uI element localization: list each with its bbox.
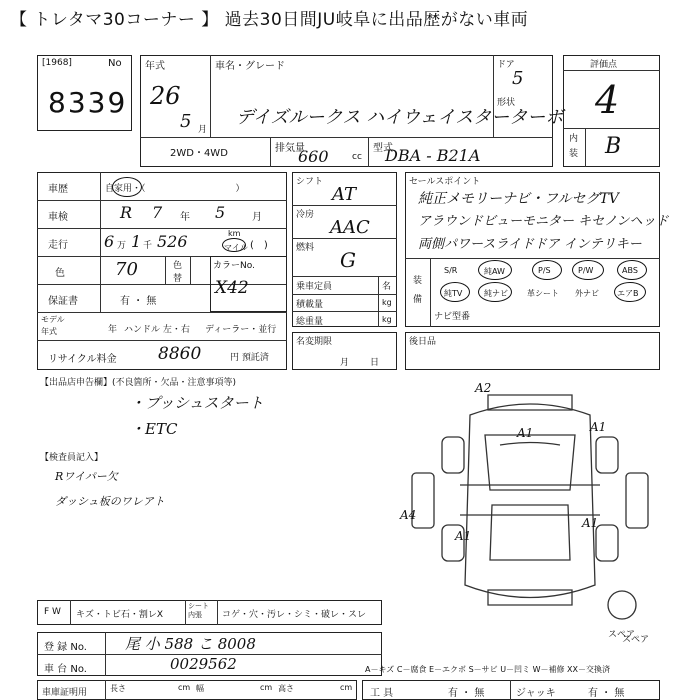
inspection-year-unit: 年 — [180, 212, 190, 223]
shape-label: 形状 — [497, 98, 516, 108]
interior-value: B — [605, 134, 622, 159]
doors-label: ドア — [497, 60, 515, 70]
equip-ps: P/S — [538, 266, 551, 275]
equip-ps-circle — [532, 260, 562, 280]
tools-options: 有 ・ 無 — [448, 688, 485, 699]
header-title: 【 トレタマ30コーナー 】 過去30日間JU岐阜に出品歴がない車両 — [10, 10, 529, 30]
equip-leather: 革シート — [527, 289, 559, 298]
history-label: 車歴 — [48, 184, 68, 195]
registration-label: 登 録 No. — [44, 642, 87, 653]
equip-aw: 純AW — [484, 267, 505, 276]
aircon-value: AAC — [330, 217, 370, 238]
rear-items-label: 後日品 — [409, 337, 437, 347]
damage-mark-right-door: A1 — [582, 516, 599, 530]
equip-tv-circle — [440, 282, 470, 302]
model-year-label-2: 年式 — [41, 327, 57, 336]
equip-pw: P/W — [578, 266, 594, 275]
lot-number: 8339 — [48, 86, 128, 119]
fw-items: キズ・トビ石・割レX — [76, 610, 163, 620]
fuel-label: 燃料 — [296, 243, 315, 253]
equip-airbag: エアB — [617, 289, 639, 298]
fuel-value: G — [340, 248, 356, 272]
cert-length-unit: cm — [178, 683, 191, 692]
inspector-label: 【検査員記入】 — [40, 453, 104, 463]
inspector-line-1: Rワイパー欠 — [55, 470, 118, 483]
cert-length: 長さ — [110, 684, 126, 693]
damage-mark-front: A2 — [475, 381, 492, 395]
equipment-label-2: 備 — [413, 295, 423, 305]
mileage-man: 6 — [104, 232, 115, 251]
lot-no-label: No — [108, 58, 122, 69]
equip-abs-circle — [617, 260, 647, 280]
lot-number-box — [37, 55, 132, 131]
damage-legend: A－キズ C－腐食 E－エクボ S－サビ U－凹ミ W－補修 XX－交換済 — [365, 665, 611, 674]
equip-ext-navi: 外ナビ — [575, 289, 599, 298]
car-name-label: 車名・グレード — [215, 61, 285, 72]
drive-type: 2WD・4WD — [170, 148, 228, 159]
damage-mark-left-side: A4 — [400, 508, 417, 522]
model-value: DBA - B21A — [385, 146, 481, 165]
color-change-label-2: 替 — [173, 274, 183, 284]
capacity-label: 乗車定員 — [296, 282, 333, 292]
inspection-r: R — [120, 203, 133, 222]
sales-point-3: 両側パワースライドドア インテリキー — [418, 237, 642, 252]
grade-label: 評価点 — [590, 60, 618, 70]
notes-line-2: ・ETC — [130, 420, 178, 438]
equipment-label-1: 装 — [413, 276, 423, 286]
header-banner — [0, 0, 700, 34]
equip-pw-circle — [572, 260, 604, 280]
year-month: 5 — [180, 111, 192, 132]
weight-label: 総重量 — [296, 317, 324, 327]
history-value: 自家用・（ ） — [105, 184, 245, 194]
load-label: 積載量 — [296, 300, 324, 310]
inspection-label: 車検 — [48, 212, 68, 223]
damage-mark-right: A1 — [590, 420, 607, 434]
color-no-label: カラーNo. — [213, 261, 255, 271]
model-year-unit: 年 — [108, 325, 118, 335]
aircon-label: 冷房 — [296, 210, 315, 220]
cert-height-unit: cm — [340, 683, 353, 692]
name-change-month: 月 — [340, 358, 350, 368]
equip-aw-circle — [478, 260, 512, 280]
jack-label: ジャッキ — [516, 688, 556, 699]
spare-label: スペア — [608, 630, 636, 640]
color-no-value: X42 — [215, 278, 249, 298]
inspection-year: 7 — [152, 203, 163, 222]
year-era: 26 — [150, 82, 181, 110]
shift-label: シフト — [296, 177, 324, 187]
warranty-label: 保証書 — [48, 296, 78, 307]
recycle-label: リサイクル料金 — [48, 354, 117, 365]
rear-items-box — [405, 332, 660, 370]
sales-point-2: アラウンドビューモニター キセノンヘッド — [418, 214, 669, 229]
recycle-value: 8860 — [158, 344, 202, 364]
jack-options: 有 ・ 無 — [588, 688, 625, 699]
mileage-label: 走行 — [48, 240, 68, 251]
cert-width: 幅 — [196, 684, 204, 693]
interior-label-2: 装 — [569, 149, 579, 159]
inspection-month: 5 — [215, 203, 226, 222]
notes-label: 【出品店申告欄】(不良箇所・欠品・注意事項等) — [40, 378, 237, 388]
name-change-label: 名変期限 — [296, 337, 333, 347]
wheel-front-right — [596, 437, 618, 473]
lot-tag: [1968] — [42, 58, 72, 68]
wheel-front-left — [442, 437, 464, 473]
cert-height: 高さ — [278, 684, 294, 693]
car-name-value: デイズルークス ハイウェイスターターボ — [236, 107, 564, 128]
color-value: 70 — [115, 259, 138, 280]
handle-value: ハンドル 左・右 — [124, 325, 190, 335]
inspection-month-unit: 月 — [252, 212, 262, 223]
model-label: 型式 — [373, 143, 393, 154]
equip-navi-circle — [478, 282, 512, 302]
capacity-unit: 名 — [382, 282, 392, 292]
displacement-value: 660 — [298, 147, 329, 166]
sales-points-label: セールスポイント — [409, 177, 481, 187]
equip-navi: 純ナビ — [484, 289, 508, 298]
interior-label-1: 内 — [569, 134, 579, 144]
fw-sheet-items: コゲ・穴・汚レ・シミ・破レ・スレ — [222, 610, 367, 620]
car-damage-diagram — [400, 375, 660, 640]
cert-width-unit: cm — [260, 683, 273, 692]
grade-value: 4 — [595, 78, 620, 122]
weight-unit: kg — [382, 315, 392, 324]
displacement-label: 排気量 — [275, 143, 305, 154]
year-month-unit: 月 — [198, 125, 208, 135]
mileage-sen: 1 — [131, 232, 142, 251]
doors-value: 5 — [512, 68, 524, 89]
model-year-label-1: モデル — [41, 315, 65, 324]
color-change-label-1: 色 — [173, 261, 183, 271]
dealer-value: ディーラー・並行 — [205, 325, 277, 335]
load-unit: kg — [382, 298, 392, 307]
mileage-rest: 526 — [157, 232, 188, 251]
warranty-value: 有 ・ 無 — [120, 296, 157, 307]
fw-label: F W — [44, 607, 61, 617]
damage-mark-left-door: A1 — [455, 529, 472, 543]
sales-point-1: 純正メモリーナビ・フルセグTV — [418, 191, 619, 207]
spare-text: スペア — [622, 635, 650, 645]
inspector-line-2: ダッシュ板のワレアト — [55, 495, 165, 508]
spare-tire-icon — [608, 591, 636, 619]
damage-mark-hood: A1 — [517, 426, 534, 440]
equip-tv: 純TV — [444, 289, 463, 298]
mileage-unit-km: km — [228, 229, 241, 238]
navi-model-label: ナビ型番 — [434, 312, 471, 322]
wheel-rear-right — [596, 525, 618, 561]
registration-value: 尾 小 588 こ 8008 — [125, 635, 256, 653]
year-label: 年式 — [145, 61, 165, 72]
shift-value: AT — [332, 184, 357, 205]
mileage-unit-mile: マイル — [224, 243, 248, 252]
mileage-sen-unit: 千 — [143, 241, 153, 251]
equip-airbag-circle — [614, 282, 646, 302]
color-label: 色 — [55, 268, 65, 279]
mileage-man-unit: 万 — [117, 241, 127, 251]
garage-cert-label: 車庫証明用 — [42, 688, 88, 698]
equip-abs: ABS — [622, 266, 638, 275]
chassis-label: 車 台 No. — [44, 664, 87, 675]
name-change-day: 日 — [370, 358, 380, 368]
fw-sheet-label: シート 内張 — [188, 602, 209, 619]
recycle-unit: 円 預託済 — [230, 353, 269, 363]
tools-label: 工 具 — [370, 688, 394, 699]
notes-line-1: ・プッシュスタート — [130, 394, 264, 412]
equip-sr: S/R — [444, 266, 458, 275]
mileage-bracket: ( ) — [250, 240, 268, 251]
displacement-unit: cc — [352, 152, 362, 162]
chassis-value: 0029562 — [170, 655, 237, 673]
